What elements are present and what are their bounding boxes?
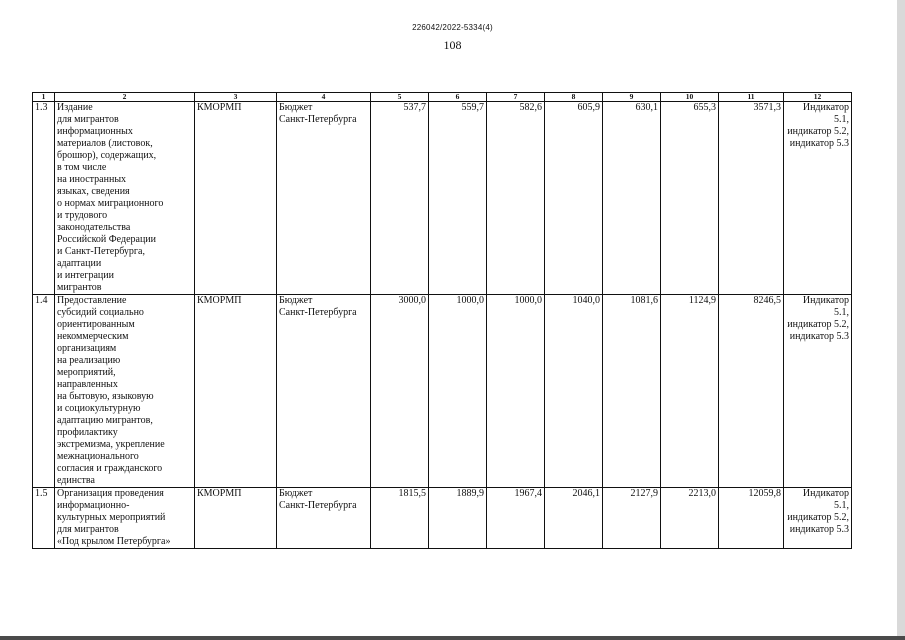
year-value: 3000,0 <box>371 295 429 488</box>
year-value: 1967,4 <box>487 488 545 549</box>
activity-name <box>55 295 195 488</box>
year-value: 537,7 <box>371 102 429 295</box>
column-header: 3 <box>195 93 277 102</box>
activity-name-line: культурных мероприятий <box>57 512 166 523</box>
total-value: 12059,8 <box>719 488 784 549</box>
activity-name <box>55 488 195 549</box>
activity-name-line: и Санкт-Петербурга, <box>57 246 145 257</box>
activity-name-line: субсидий социально <box>57 307 144 318</box>
column-header: 9 <box>603 93 661 102</box>
year-value: 1000,0 <box>429 295 487 488</box>
funding-source-line: Бюджет <box>279 488 313 499</box>
table-row <box>33 488 852 549</box>
year-value: 1124,9 <box>661 295 719 488</box>
year-value: 2213,0 <box>661 488 719 549</box>
year-value: 1815,5 <box>371 488 429 549</box>
activity-name-line: в том числе <box>57 162 107 173</box>
indicators <box>784 488 852 549</box>
scan-edge-right <box>897 0 905 640</box>
indicator-line: индикатор 5.3 <box>789 331 849 342</box>
indicator-line: индикатор 5.3 <box>789 138 849 149</box>
year-value: 2046,1 <box>545 488 603 549</box>
indicators <box>784 295 852 488</box>
scan-edge-bottom <box>0 636 905 640</box>
year-value: 1040,0 <box>545 295 603 488</box>
row-number: 1.4 <box>33 295 55 488</box>
column-header: 6 <box>429 93 487 102</box>
activity-name-line: профилактику <box>57 427 118 438</box>
activity-name-line: Российской Федерации <box>57 234 157 245</box>
activity-name-line: Предоставление <box>57 295 127 306</box>
funding-source <box>277 488 371 549</box>
program-table <box>32 92 852 549</box>
activity-name-line: материалов (листовок, <box>57 138 153 149</box>
page-number: 108 <box>443 38 462 52</box>
activity-name-line: направленных <box>57 379 118 390</box>
year-value: 559,7 <box>429 102 487 295</box>
total-value: 3571,3 <box>719 102 784 295</box>
year-value: 582,6 <box>487 102 545 295</box>
activity-name-line: «Под крылом Петербурга» <box>57 536 171 547</box>
table-row <box>33 102 852 295</box>
funding-source-line: Бюджет <box>279 295 313 306</box>
activity-name-line: межнационального <box>57 451 139 462</box>
activity-name-line: на реализацию <box>57 355 121 366</box>
total-value: 8246,5 <box>719 295 784 488</box>
activity-name-line: Издание <box>57 102 93 113</box>
table-header-row <box>33 93 852 102</box>
activity-name-line: и интеграции <box>57 270 114 281</box>
document-code: 226042/2022-5334(4) <box>412 23 493 32</box>
column-header: 2 <box>55 93 195 102</box>
activity-name-line: брошюр), содержащих, <box>57 150 157 161</box>
activity-name-line: для мигрантов <box>57 524 119 535</box>
activity-name-line: экстремизма, укрепление <box>57 439 165 450</box>
activity-name-line: некоммерческим <box>57 331 129 342</box>
activity-name-line: языках, сведения <box>57 186 130 197</box>
activity-name-line: согласия и гражданского <box>57 463 163 474</box>
activity-name-line: мигрантов <box>57 282 102 293</box>
activity-name-line: на бытовую, языковую <box>57 391 154 402</box>
indicator-line: Индикатор 5.1, <box>802 102 849 125</box>
activity-name-line: организациям <box>57 343 117 354</box>
indicator-line: Индикатор 5.1, <box>802 488 849 511</box>
column-header: 7 <box>487 93 545 102</box>
activity-name <box>55 102 195 295</box>
activity-name-line: ориентированным <box>57 319 135 330</box>
activity-name-line: единства <box>57 475 95 486</box>
row-number: 1.5 <box>33 488 55 549</box>
activity-name-line: Организация проведения <box>57 488 164 499</box>
funding-source-line: Бюджет <box>279 102 313 113</box>
activity-name-line: мероприятий, <box>57 367 116 378</box>
table-row <box>33 295 852 488</box>
year-value: 2127,9 <box>603 488 661 549</box>
activity-name-line: и трудового <box>57 210 108 221</box>
activity-name-line: информационно- <box>57 500 130 511</box>
activity-name-line: адаптации <box>57 258 102 269</box>
year-value: 630,1 <box>603 102 661 295</box>
year-value: 605,9 <box>545 102 603 295</box>
column-header: 4 <box>277 93 371 102</box>
indicator-line: Индикатор 5.1, <box>802 295 849 318</box>
year-value: 1000,0 <box>487 295 545 488</box>
executor: КМОРМП <box>195 488 277 549</box>
indicators <box>784 102 852 295</box>
funding-source-line: Санкт-Петербурга <box>279 307 357 318</box>
column-header: 12 <box>784 93 852 102</box>
indicator-line: индикатор 5.2, <box>787 126 849 137</box>
funding-source-line: Санкт-Петербурга <box>279 114 357 125</box>
indicator-line: индикатор 5.3 <box>789 524 849 535</box>
indicator-line: индикатор 5.2, <box>787 319 849 330</box>
activity-name-line: на иностранных <box>57 174 127 185</box>
funding-source <box>277 102 371 295</box>
year-value: 655,3 <box>661 102 719 295</box>
column-header: 8 <box>545 93 603 102</box>
column-header: 5 <box>371 93 429 102</box>
column-header: 10 <box>661 93 719 102</box>
activity-name-line: и социокультурную <box>57 403 141 414</box>
activity-name-line: для мигрантов <box>57 114 119 125</box>
executor: КМОРМП <box>195 102 277 295</box>
funding-source <box>277 295 371 488</box>
funding-source-line: Санкт-Петербурга <box>279 500 357 511</box>
activity-name-line: о нормах миграционного <box>57 198 164 209</box>
year-value: 1081,6 <box>603 295 661 488</box>
executor: КМОРМП <box>195 295 277 488</box>
row-number: 1.3 <box>33 102 55 295</box>
activity-name-line: законодательства <box>57 222 131 233</box>
activity-name-line: адаптацию мигрантов, <box>57 415 153 426</box>
column-header: 11 <box>719 93 784 102</box>
indicator-line: индикатор 5.2, <box>787 512 849 523</box>
year-value: 1889,9 <box>429 488 487 549</box>
activity-name-line: информационных <box>57 126 133 137</box>
column-header: 1 <box>33 93 55 102</box>
